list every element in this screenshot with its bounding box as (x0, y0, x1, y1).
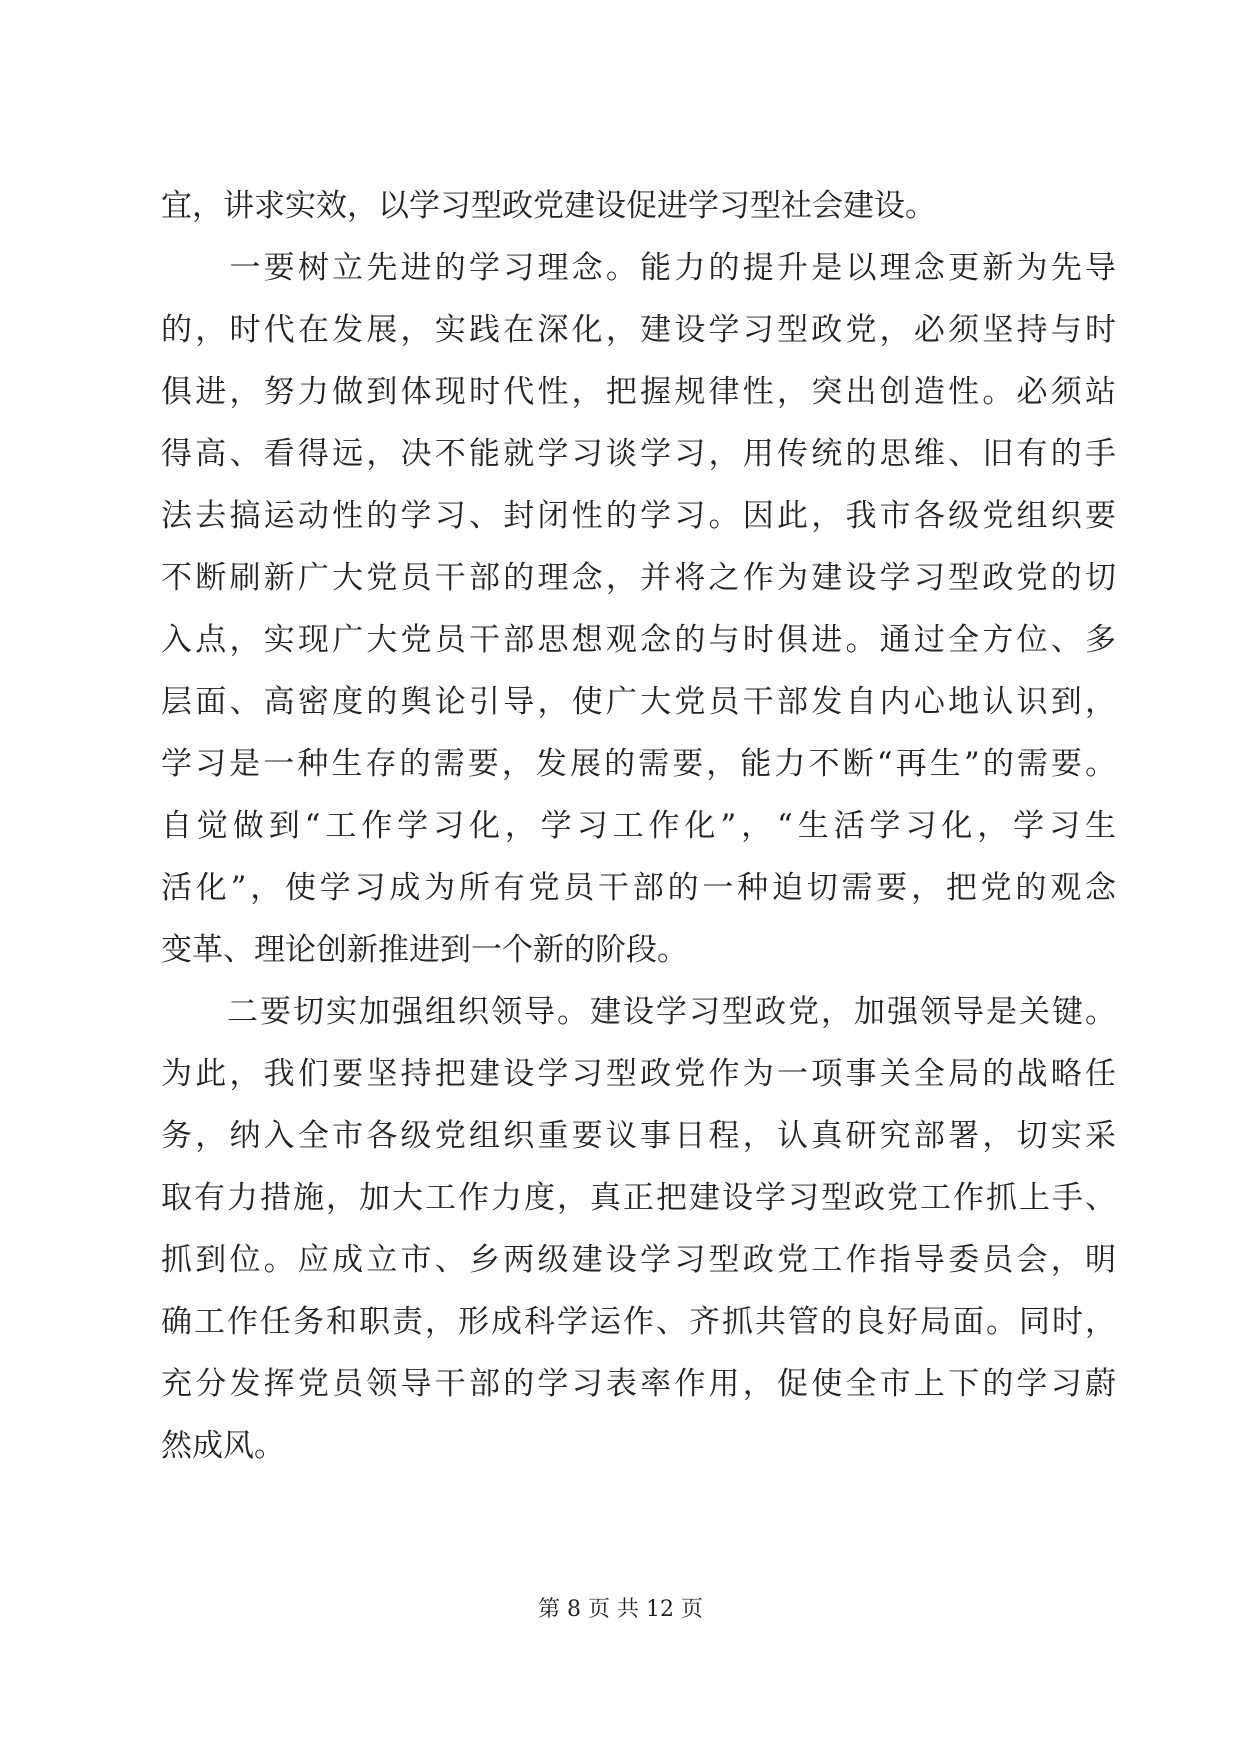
text-line-16: 务，纳入全市各级党组织重要议事日程，认真研究部署，切实采 (161, 1118, 1116, 1154)
text-line-15: 为此，我们要坚持把建设学习型政党作为一项事关全局的战略任 (161, 1056, 1116, 1092)
text-line-2: 一要树立先进的学习理念。能力的提升是以理念更新为先导 (161, 250, 1116, 286)
body-text (161, 175, 1116, 1477)
text-line-6: 法去搞运动性的学习、封闭性的学习。因此，我市各级党组织要 (161, 498, 1116, 534)
text-line-17: 取有力措施，加大工作力度，真正把建设学习型政党工作抓上手、 (161, 1180, 1116, 1216)
text-line-11: 自觉做到“工作学习化，学习工作化”，“生活学习化，学习生 (161, 808, 1116, 844)
text-line-8: 入点，实现广大党员干部思想观念的与时俱进。通过全方位、多 (161, 622, 1116, 658)
text-line-20: 充分发挥党员领导干部的学习表率作用，促使全市上下的学习蔚 (161, 1366, 1116, 1402)
text-line-3: 的，时代在发展，实践在深化，建设学习型政党，必须坚持与时 (161, 312, 1116, 348)
text-line-1: 宜，讲求实效，以学习型政党建设促进学习型社会建设。 (161, 188, 936, 224)
text-line-21: 然成风。 (161, 1428, 285, 1464)
page-footer: 第 8 页 共 12 页 (538, 1597, 703, 1622)
text-line-4: 俱进，努力做到体现时代性，把握规律性，突出创造性。必须站 (161, 374, 1116, 410)
text-line-7: 不断刷新广大党员干部的理念，并将之作为建设学习型政党的切 (161, 560, 1116, 596)
text-line-9: 层面、高密度的舆论引导，使广大党员干部发自内心地认识到， (161, 684, 1116, 720)
text-line-19: 确工作任务和职责，形成科学运作、齐抓共管的良好局面。同时， (161, 1304, 1116, 1340)
text-line-5: 得高、看得远，决不能就学习谈学习，用传统的思维、旧有的手 (161, 436, 1116, 472)
text-line-13: 变革、理论创新推进到一个新的阶段。 (161, 932, 688, 968)
text-line-18: 抓到位。应成立市、乡两级建设学习型政党工作指导委员会，明 (161, 1242, 1116, 1278)
text-line-14: 二要切实加强组织领导。建设学习型政党，加强领导是关键。 (161, 994, 1116, 1030)
text-line-10: 学习是一种生存的需要，发展的需要，能力不断“再生”的需要。 (161, 746, 1116, 782)
text-line-12: 活化”，使学习成为所有党员干部的一种迫切需要，把党的观念 (161, 870, 1116, 906)
